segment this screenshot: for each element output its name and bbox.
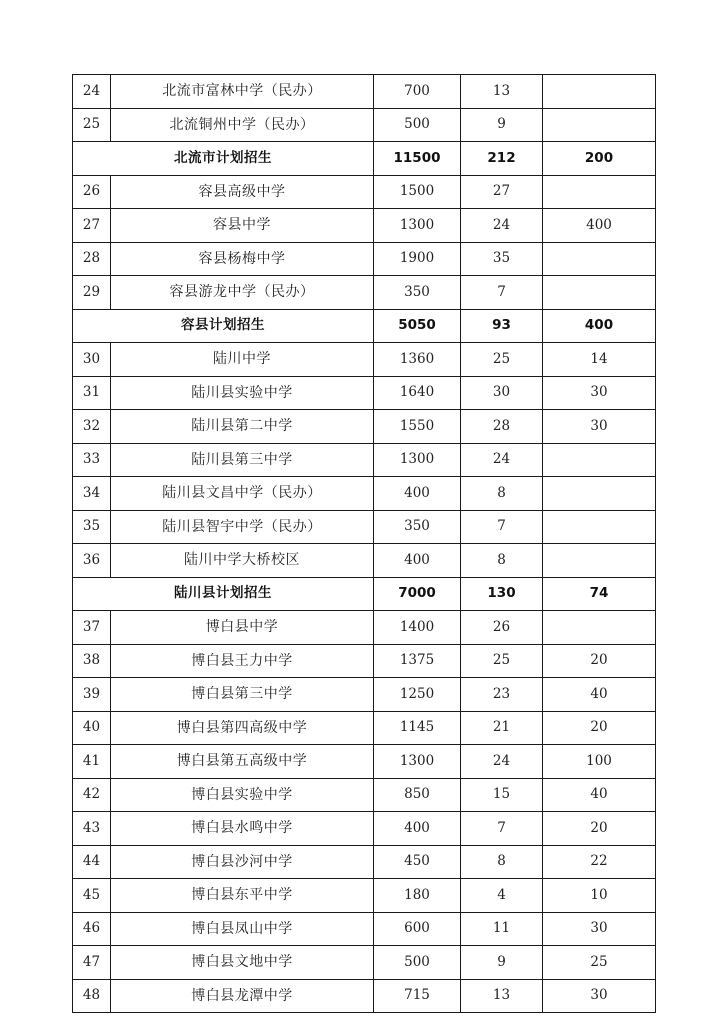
table-body xyxy=(73,75,656,1013)
class-count-cell: 24 xyxy=(461,209,543,243)
subtotal-row xyxy=(73,309,656,343)
class-count-cell: 24 xyxy=(461,745,543,779)
class-count-cell: 212 xyxy=(461,142,543,176)
plan-count-cell: 500 xyxy=(374,108,461,142)
school-name-cell: 北流铜州中学（民办） xyxy=(111,108,374,142)
extra-count-cell: 100 xyxy=(543,745,656,779)
class-count-cell: 8 xyxy=(461,544,543,578)
plan-count-cell: 1145 xyxy=(374,711,461,745)
extra-count-cell xyxy=(543,242,656,276)
enrollment-plan-table xyxy=(72,74,656,1013)
plan-count-cell: 5050 xyxy=(374,309,461,343)
school-name-cell: 博白县王力中学 xyxy=(111,644,374,678)
class-count-cell: 13 xyxy=(461,75,543,109)
extra-count-cell xyxy=(543,544,656,578)
class-count-cell: 23 xyxy=(461,678,543,712)
table-row xyxy=(73,242,656,276)
plan-count-cell: 1400 xyxy=(374,611,461,645)
subtotal-row xyxy=(73,577,656,611)
row-number-cell: 29 xyxy=(73,276,111,310)
extra-count-cell: 30 xyxy=(543,912,656,946)
plan-count-cell: 7000 xyxy=(374,577,461,611)
school-name-cell: 博白县第五高级中学 xyxy=(111,745,374,779)
class-count-cell: 9 xyxy=(461,108,543,142)
class-count-cell: 8 xyxy=(461,845,543,879)
class-count-cell: 35 xyxy=(461,242,543,276)
table-row xyxy=(73,711,656,745)
plan-count-cell: 1640 xyxy=(374,376,461,410)
plan-count-cell: 1250 xyxy=(374,678,461,712)
row-number-cell: 45 xyxy=(73,879,111,913)
extra-count-cell xyxy=(543,175,656,209)
class-count-cell: 11 xyxy=(461,912,543,946)
extra-count-cell xyxy=(543,108,656,142)
row-number-cell: 42 xyxy=(73,778,111,812)
table-row xyxy=(73,410,656,444)
plan-count-cell: 1300 xyxy=(374,745,461,779)
class-count-cell: 30 xyxy=(461,376,543,410)
row-number-cell: 46 xyxy=(73,912,111,946)
row-number-cell: 28 xyxy=(73,242,111,276)
class-count-cell: 21 xyxy=(461,711,543,745)
table-row xyxy=(73,845,656,879)
class-count-cell: 93 xyxy=(461,309,543,343)
plan-count-cell: 500 xyxy=(374,946,461,980)
row-number-cell: 30 xyxy=(73,343,111,377)
extra-count-cell: 400 xyxy=(543,309,656,343)
table-row xyxy=(73,745,656,779)
school-name-cell: 博白县第四高级中学 xyxy=(111,711,374,745)
class-count-cell: 7 xyxy=(461,812,543,846)
table-row xyxy=(73,376,656,410)
class-count-cell: 7 xyxy=(461,276,543,310)
extra-count-cell: 20 xyxy=(543,644,656,678)
class-count-cell: 7 xyxy=(461,510,543,544)
plan-count-cell: 350 xyxy=(374,510,461,544)
row-number-cell: 35 xyxy=(73,510,111,544)
class-count-cell: 13 xyxy=(461,979,543,1013)
extra-count-cell: 30 xyxy=(543,410,656,444)
extra-count-cell: 25 xyxy=(543,946,656,980)
class-count-cell: 25 xyxy=(461,343,543,377)
table-row xyxy=(73,75,656,109)
school-name-cell: 陆川县实验中学 xyxy=(111,376,374,410)
plan-count-cell: 1900 xyxy=(374,242,461,276)
table-row xyxy=(73,778,656,812)
class-count-cell: 15 xyxy=(461,778,543,812)
plan-count-cell: 850 xyxy=(374,778,461,812)
school-name-cell: 北流市富林中学（民办） xyxy=(111,75,374,109)
subtotal-row xyxy=(73,142,656,176)
class-count-cell: 8 xyxy=(461,477,543,511)
extra-count-cell: 400 xyxy=(543,209,656,243)
row-number-cell: 37 xyxy=(73,611,111,645)
extra-count-cell: 20 xyxy=(543,812,656,846)
extra-count-cell: 30 xyxy=(543,376,656,410)
row-number-cell: 47 xyxy=(73,946,111,980)
extra-count-cell: 40 xyxy=(543,778,656,812)
plan-count-cell: 715 xyxy=(374,979,461,1013)
extra-count-cell xyxy=(543,75,656,109)
plan-count-cell: 1360 xyxy=(374,343,461,377)
subtotal-label-cell: 陆川县计划招生 xyxy=(73,577,374,611)
plan-count-cell: 400 xyxy=(374,544,461,578)
row-number-cell: 43 xyxy=(73,812,111,846)
school-name-cell: 容县游龙中学（民办） xyxy=(111,276,374,310)
extra-count-cell: 74 xyxy=(543,577,656,611)
table-row xyxy=(73,644,656,678)
row-number-cell: 26 xyxy=(73,175,111,209)
table-row xyxy=(73,477,656,511)
class-count-cell: 9 xyxy=(461,946,543,980)
plan-count-cell: 1300 xyxy=(374,443,461,477)
row-number-cell: 27 xyxy=(73,209,111,243)
row-number-cell: 38 xyxy=(73,644,111,678)
extra-count-cell: 20 xyxy=(543,711,656,745)
plan-count-cell: 400 xyxy=(374,477,461,511)
extra-count-cell xyxy=(543,477,656,511)
plan-count-cell: 1300 xyxy=(374,209,461,243)
table-row xyxy=(73,544,656,578)
plan-count-cell: 400 xyxy=(374,812,461,846)
table-row xyxy=(73,879,656,913)
extra-count-cell: 200 xyxy=(543,142,656,176)
class-count-cell: 26 xyxy=(461,611,543,645)
plan-count-cell: 1550 xyxy=(374,410,461,444)
school-name-cell: 陆川中学大桥校区 xyxy=(111,544,374,578)
school-name-cell: 博白县文地中学 xyxy=(111,946,374,980)
class-count-cell: 4 xyxy=(461,879,543,913)
school-name-cell: 博白县沙河中学 xyxy=(111,845,374,879)
extra-count-cell xyxy=(543,443,656,477)
class-count-cell: 27 xyxy=(461,175,543,209)
table-row xyxy=(73,946,656,980)
class-count-cell: 24 xyxy=(461,443,543,477)
row-number-cell: 36 xyxy=(73,544,111,578)
extra-count-cell: 22 xyxy=(543,845,656,879)
row-number-cell: 25 xyxy=(73,108,111,142)
row-number-cell: 33 xyxy=(73,443,111,477)
school-name-cell: 博白县凤山中学 xyxy=(111,912,374,946)
table-row xyxy=(73,175,656,209)
subtotal-label-cell: 北流市计划招生 xyxy=(73,142,374,176)
row-number-cell: 31 xyxy=(73,376,111,410)
table-row xyxy=(73,108,656,142)
table-row xyxy=(73,912,656,946)
table-row xyxy=(73,510,656,544)
row-number-cell: 24 xyxy=(73,75,111,109)
school-name-cell: 容县高级中学 xyxy=(111,175,374,209)
extra-count-cell xyxy=(543,276,656,310)
school-name-cell: 博白县中学 xyxy=(111,611,374,645)
subtotal-label-cell: 容县计划招生 xyxy=(73,309,374,343)
table-row xyxy=(73,678,656,712)
plan-count-cell: 1375 xyxy=(374,644,461,678)
school-name-cell: 容县中学 xyxy=(111,209,374,243)
class-count-cell: 130 xyxy=(461,577,543,611)
row-number-cell: 40 xyxy=(73,711,111,745)
extra-count-cell: 30 xyxy=(543,979,656,1013)
row-number-cell: 44 xyxy=(73,845,111,879)
school-name-cell: 陆川县文昌中学（民办） xyxy=(111,477,374,511)
extra-count-cell: 40 xyxy=(543,678,656,712)
plan-count-cell: 600 xyxy=(374,912,461,946)
row-number-cell: 32 xyxy=(73,410,111,444)
table-row xyxy=(73,812,656,846)
school-name-cell: 博白县东平中学 xyxy=(111,879,374,913)
plan-count-cell: 350 xyxy=(374,276,461,310)
row-number-cell: 41 xyxy=(73,745,111,779)
plan-count-cell: 1500 xyxy=(374,175,461,209)
school-name-cell: 博白县水鸣中学 xyxy=(111,812,374,846)
extra-count-cell xyxy=(543,611,656,645)
class-count-cell: 25 xyxy=(461,644,543,678)
table-row xyxy=(73,276,656,310)
school-name-cell: 博白县第三中学 xyxy=(111,678,374,712)
row-number-cell: 34 xyxy=(73,477,111,511)
plan-count-cell: 700 xyxy=(374,75,461,109)
school-name-cell: 博白县实验中学 xyxy=(111,778,374,812)
row-number-cell: 39 xyxy=(73,678,111,712)
school-name-cell: 陆川县第二中学 xyxy=(111,410,374,444)
school-name-cell: 博白县龙潭中学 xyxy=(111,979,374,1013)
table-row xyxy=(73,443,656,477)
extra-count-cell: 14 xyxy=(543,343,656,377)
extra-count-cell: 10 xyxy=(543,879,656,913)
row-number-cell: 48 xyxy=(73,979,111,1013)
school-name-cell: 陆川县智宇中学（民办） xyxy=(111,510,374,544)
school-name-cell: 容县杨梅中学 xyxy=(111,242,374,276)
table-row xyxy=(73,343,656,377)
school-name-cell: 陆川中学 xyxy=(111,343,374,377)
extra-count-cell xyxy=(543,510,656,544)
plan-count-cell: 450 xyxy=(374,845,461,879)
table-row xyxy=(73,979,656,1013)
school-name-cell: 陆川县第三中学 xyxy=(111,443,374,477)
plan-count-cell: 180 xyxy=(374,879,461,913)
table-row xyxy=(73,611,656,645)
plan-count-cell: 11500 xyxy=(374,142,461,176)
class-count-cell: 28 xyxy=(461,410,543,444)
table-row xyxy=(73,209,656,243)
